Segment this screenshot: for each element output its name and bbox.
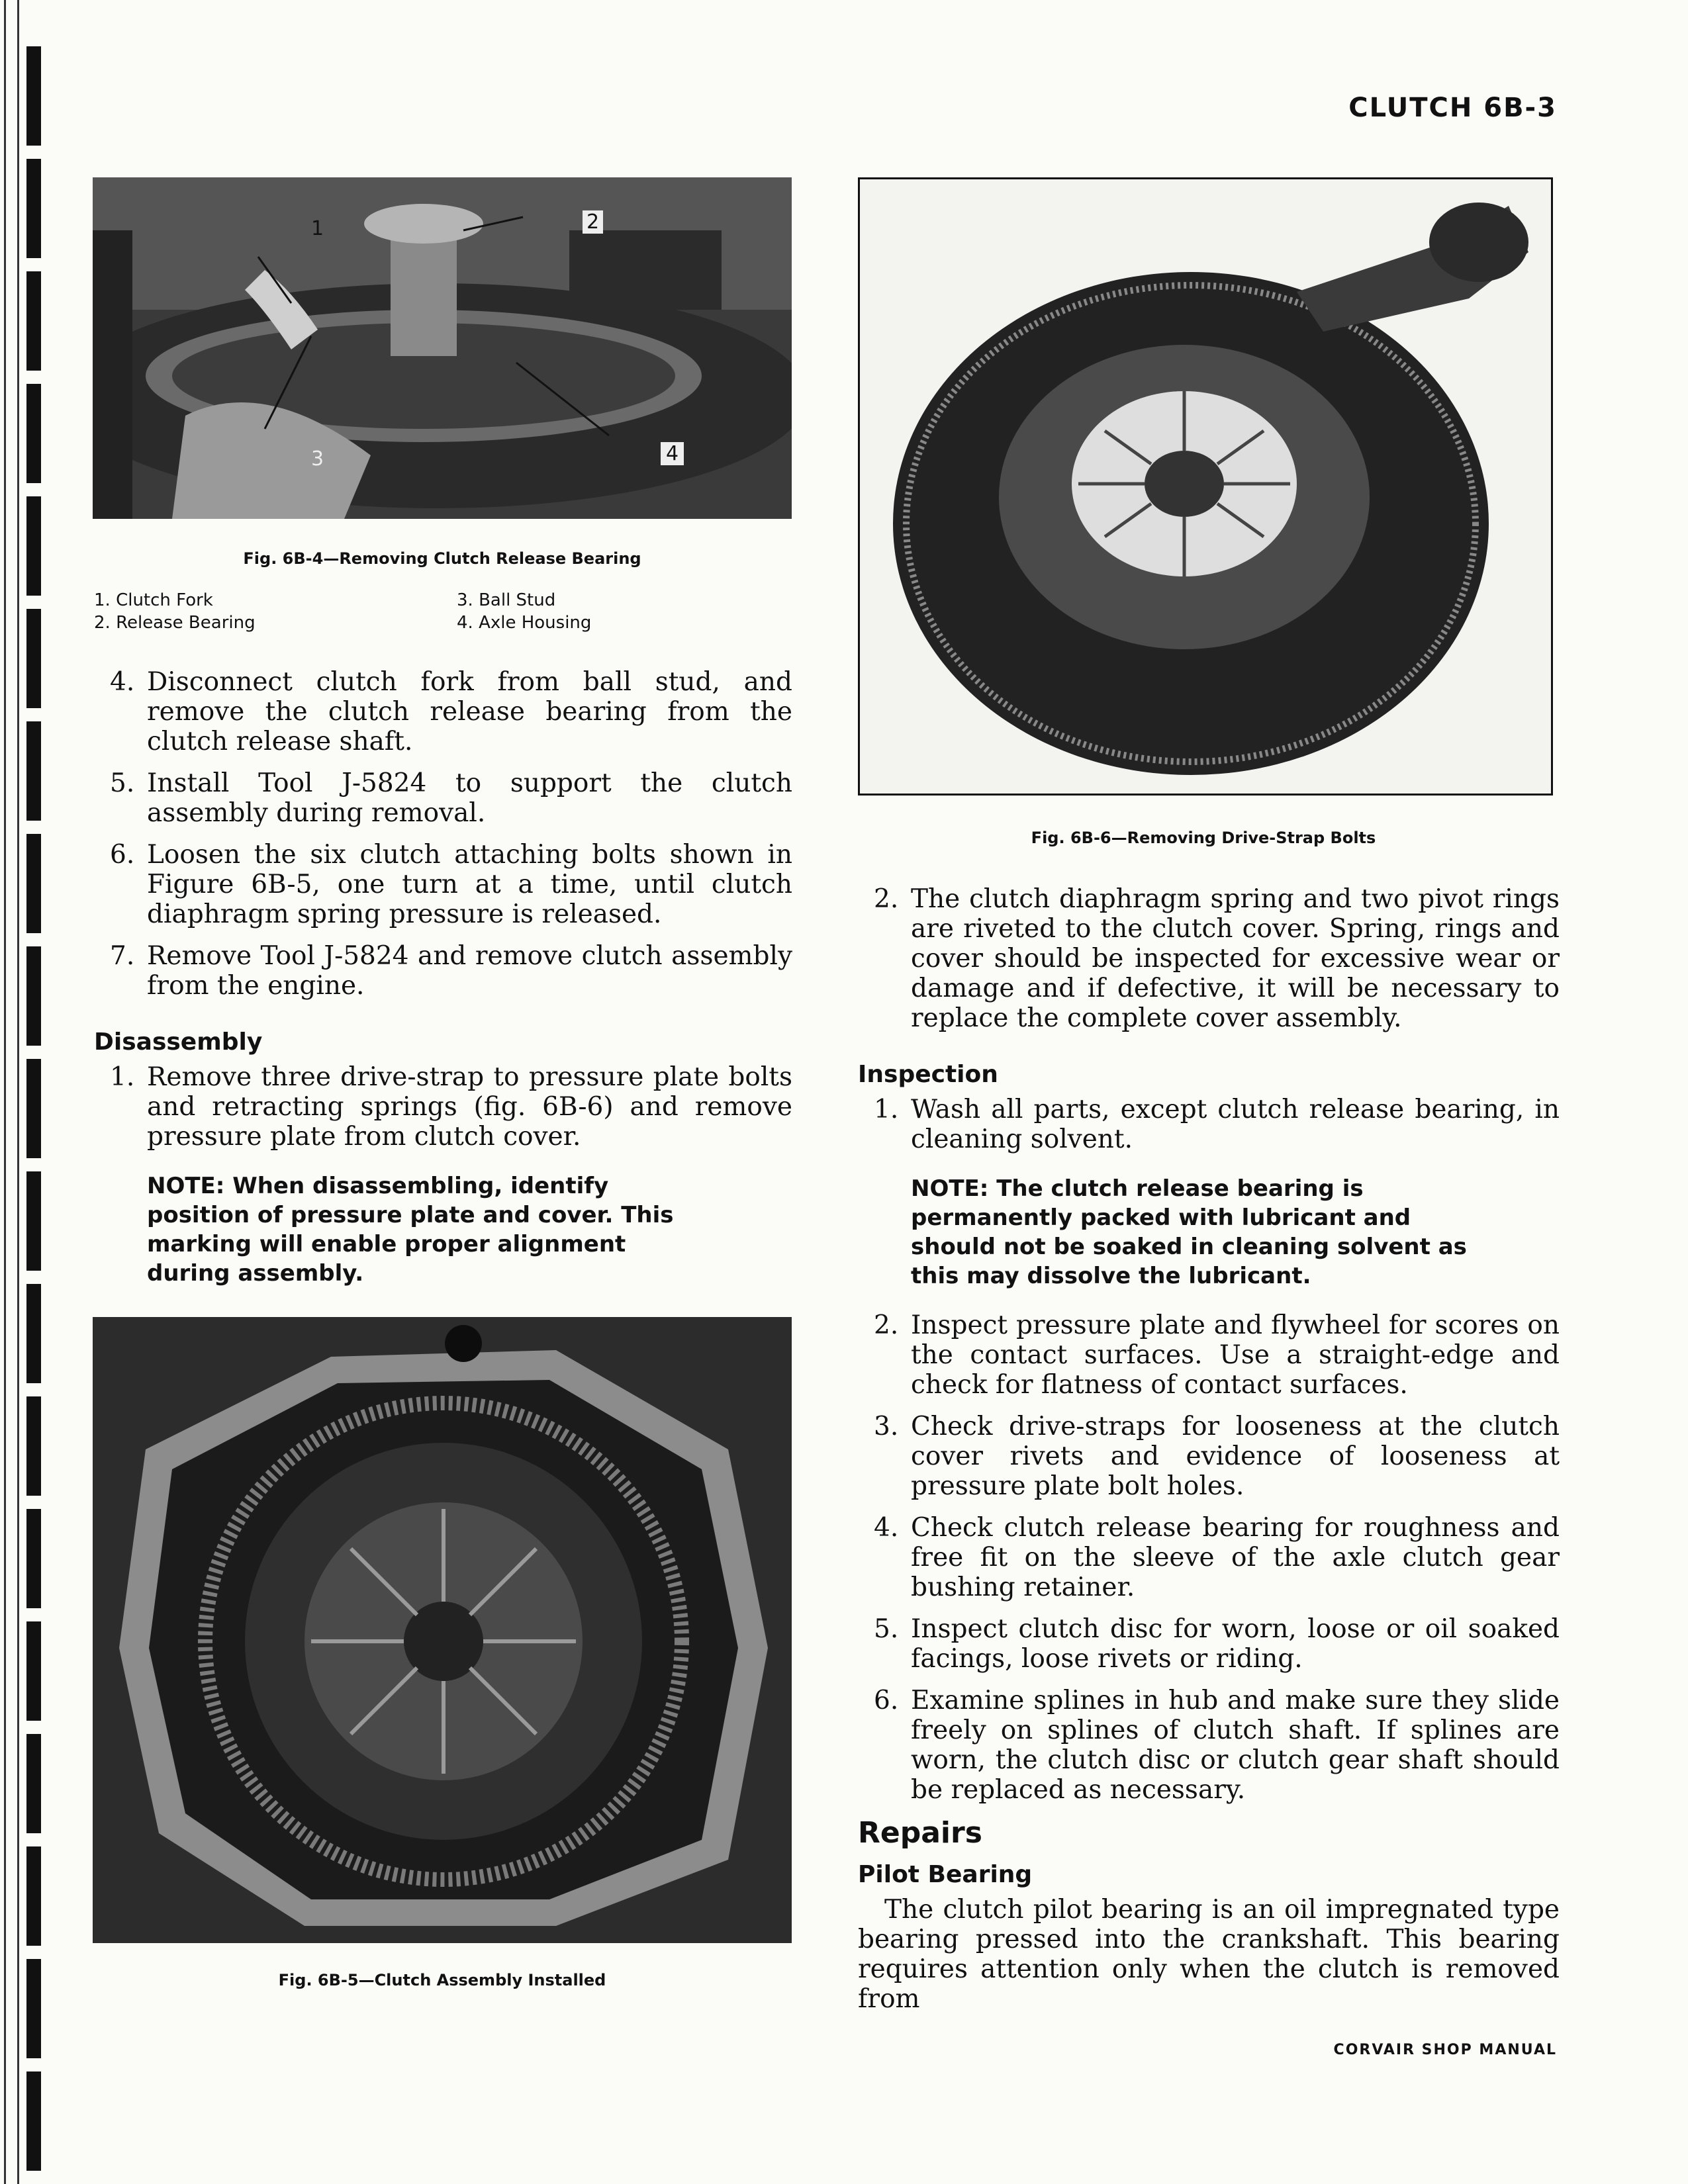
step-text: Check drive-straps for looseness at the clutch cover rivets and evidence of looseness at pressure plate bolt holes.	[911, 1412, 1560, 1501]
binding-mark	[26, 834, 41, 933]
step-item	[94, 840, 792, 929]
legend-item: 3. Ball Stud	[457, 590, 556, 610]
fig4-callout-4: 4	[661, 442, 684, 465]
binding-mark	[26, 1621, 41, 1721]
step-text: Install Tool J-5824 to support the clutch assembly during removal.	[147, 768, 792, 828]
fig-6b-5-photo	[93, 1317, 792, 1943]
fig4-callout-3: 3	[311, 447, 324, 471]
step-text: Loosen the six clutch attaching bolts shown in Figure 6B-5, one turn at a time, until clutch diaphragm spring pressure is released.	[147, 840, 792, 929]
step-text: Disconnect clutch fork from ball stud, and remove the clutch release bearing from the clutch release shaft.	[147, 667, 792, 756]
step-item	[858, 884, 1560, 1033]
page-footer: CORVAIR SHOP MANUAL	[1333, 2042, 1557, 2058]
step-text: Wash all parts, except clutch release bearing, in cleaning solvent.	[911, 1095, 1560, 1154]
repairs-heading: Repairs	[858, 1816, 982, 1850]
step-item	[858, 1310, 1560, 1400]
step-number: 5.	[874, 1614, 899, 1644]
binding-mark	[26, 1284, 41, 1383]
step-text: Remove three drive-strap to pressure plate bolts and retracting springs (fig. 6B-6) and remove pressure plate from clutch cover.	[147, 1062, 792, 1152]
binding-mark	[26, 609, 41, 708]
fig4-legend-right	[457, 589, 735, 634]
binding-mark	[26, 384, 41, 483]
disassembly-note: NOTE: When disassembling, identify position of pressure plate and cover. This marking will enable proper alignment during assembly.	[147, 1173, 674, 1287]
drive-strap-bolts-photo	[860, 179, 1551, 794]
fig4-legend-left	[94, 589, 372, 634]
binding-mark	[26, 46, 41, 146]
binding-line	[4, 0, 6, 2184]
step-number: 4.	[874, 1513, 899, 1543]
legend-item: 2. Release Bearing	[94, 613, 256, 633]
step-number: 2.	[874, 1310, 899, 1340]
binding-mark	[26, 1734, 41, 1833]
binding-line	[17, 0, 19, 2184]
step-item	[94, 941, 792, 1001]
binding-mark	[26, 1959, 41, 2058]
left-column	[94, 667, 792, 1308]
binding-mark	[26, 721, 41, 821]
page-header: CLUTCH 6B-3	[1348, 93, 1557, 123]
binding-mark	[26, 496, 41, 596]
binding-mark	[26, 1509, 41, 1608]
step-item	[858, 1095, 1560, 1154]
step-number: 7.	[110, 941, 135, 971]
step-number: 1.	[110, 1062, 135, 1092]
disassembly-heading: Disassembly	[94, 1028, 263, 1056]
binding-mark	[26, 1171, 41, 1271]
binding-mark	[26, 1059, 41, 1158]
pilot-bearing-heading: Pilot Bearing	[858, 1861, 1033, 1888]
step-number: 3.	[874, 1412, 899, 1441]
step-item	[94, 667, 792, 756]
binding-mark	[26, 159, 41, 258]
binding-mark	[26, 1396, 41, 1496]
fig4-callout-2: 2	[583, 210, 603, 234]
legend-item: 1. Clutch Fork	[94, 590, 213, 610]
fig-6b-6-frame	[858, 177, 1553, 796]
fig-6b-5-caption: Fig. 6B-5—Clutch Assembly Installed	[278, 1971, 606, 1989]
right-column	[858, 884, 1560, 2014]
step-number: 2.	[874, 884, 899, 914]
fig-6b-4-caption: Fig. 6B-4—Removing Clutch Release Bearing	[243, 549, 641, 568]
binding-mark	[26, 271, 41, 371]
step-text: Remove Tool J-5824 and remove clutch assembly from the engine.	[147, 941, 792, 1001]
step-number: 6.	[110, 840, 135, 870]
step-number: 1.	[874, 1095, 899, 1124]
inspection-note: NOTE: The clutch release bearing is permanently packed with lubricant and should not be soaked in cleaning solvent as this may dissolve the lubricant.	[911, 1175, 1467, 1289]
step-text: Inspect pressure plate and flywheel for scores on the contact surfaces. Use a straight-edge and check for flatness of contact surfaces.	[911, 1310, 1560, 1400]
step-item	[858, 1686, 1560, 1805]
clutch-release-bearing-photo	[93, 177, 792, 519]
inspection-heading: Inspection	[858, 1061, 998, 1088]
clutch-assembly-installed-photo	[93, 1317, 792, 1943]
step-number: 4.	[110, 667, 135, 697]
step-item	[858, 1614, 1560, 1674]
binding-mark	[26, 946, 41, 1046]
step-text: Inspect clutch disc for worn, loose or oil soaked facings, loose rivets or riding.	[911, 1614, 1560, 1674]
binding-edge	[0, 0, 40, 2184]
legend-item: 4. Axle Housing	[457, 613, 592, 633]
step-text: The clutch diaphragm spring and two pivot rings are riveted to the clutch cover. Spring, rings and cover should be inspected for excessive wear or damage and if defective, it will be necessary to replace the complete cover assembly.	[911, 884, 1560, 1033]
step-number: 6.	[874, 1686, 899, 1715]
step-text: Check clutch release bearing for roughness and free fit on the sleeve of the axle clutch gear bushing retainer.	[911, 1513, 1560, 1602]
binding-mark	[26, 2071, 41, 2171]
fig-6b-6-caption: Fig. 6B-6—Removing Drive-Strap Bolts	[1031, 829, 1376, 847]
step-item	[94, 1062, 792, 1152]
step-item	[858, 1513, 1560, 1602]
step-text: Examine splines in hub and make sure they slide freely on splines of clutch shaft. If splines are worn, the clutch disc or clutch gear shaft should be replaced as necessary.	[911, 1686, 1560, 1805]
pilot-bearing-text: The clutch pilot bearing is an oil impregnated type bearing pressed into the crankshaft. This bearing requires attention only when the clutch is removed from	[858, 1895, 1560, 2014]
fig4-callout-1: 1	[311, 217, 324, 240]
step-number: 5.	[110, 768, 135, 798]
step-item	[94, 768, 792, 828]
fig-6b-4-photo	[93, 177, 792, 519]
step-item	[858, 1412, 1560, 1501]
binding-mark	[26, 1846, 41, 1946]
